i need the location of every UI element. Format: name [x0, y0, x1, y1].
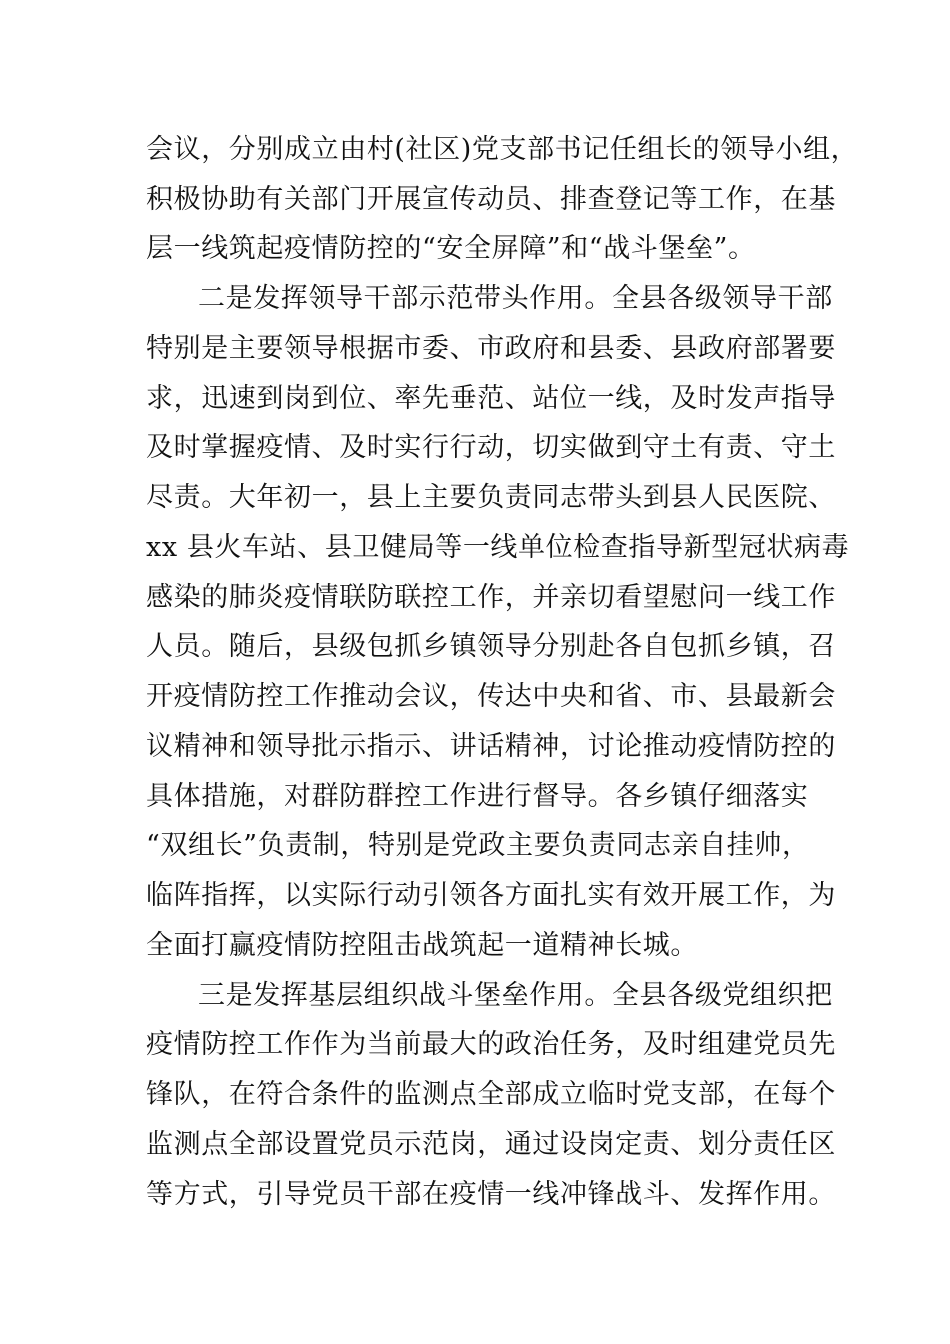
text-line: 等方式，引导党员干部在疫情一线冲锋战斗、发挥作用。	[146, 1179, 836, 1210]
text-line: 层一线筑起疫情防控的“安全屏障”和“战斗堡垒”。	[146, 233, 756, 264]
text-line: 锋队，在符合条件的监测点全部成立临时党支部，在每个	[146, 1079, 836, 1110]
text-line: 求，迅速到岗到位、率先垂范、站位一线，及时发声指导	[146, 383, 836, 414]
text-line: 全面打赢疫情防控阻击战筑起一道精神长城。	[146, 930, 698, 961]
text-line: xx 县火车站、县卫健局等一线单位检查指导新型冠状病毒	[146, 532, 850, 563]
text-line: 人员。随后，县级包抓乡镇领导分别赴各自包抓乡镇，召	[146, 631, 836, 662]
text-line: 开疫情防控工作推动会议，传达中央和省、市、县最新会	[146, 681, 836, 712]
text-line: 会议，分别成立由村(社区)党支部书记任组长的领导小组，	[146, 134, 859, 165]
text-line: 临阵指挥，以实际行动引领各方面扎实有效开展工作，为	[146, 880, 836, 911]
text-line: 议精神和领导批示指示、讲话精神，讨论推动疫情防控的	[146, 731, 836, 762]
paragraph-start-line: 三是发挥基层组织战斗堡垒作用。全县各级党组织把	[198, 980, 833, 1011]
text-line: 具体措施，对群防群控工作进行督导。各乡镇仔细落实	[146, 781, 809, 812]
text-line: 监测点全部设置党员示范岗，通过设岗定责、划分责任区	[146, 1129, 836, 1160]
text-line: 疫情防控工作作为当前最大的政治任务，及时组建党员先	[146, 1029, 836, 1060]
text-line: 积极协助有关部门开展宣传动员、排查登记等工作，在基	[146, 184, 836, 215]
text-line: “双组长”负责制，特别是党政主要负责同志亲自挂帅，	[146, 830, 810, 861]
paragraph-start-line: 二是发挥领导干部示范带头作用。全县各级领导干部	[198, 283, 833, 314]
text-line: 及时掌握疫情、及时实行行动，切实做到守土有责、守土	[146, 432, 836, 463]
text-line: 特别是主要领导根据市委、市政府和县委、县政府部署要	[146, 333, 836, 364]
text-line: 感染的肺炎疫情联防联控工作，并亲切看望慰问一线工作	[146, 582, 836, 613]
text-line: 尽责。大年初一，县上主要负责同志带头到县人民医院、	[146, 482, 836, 513]
